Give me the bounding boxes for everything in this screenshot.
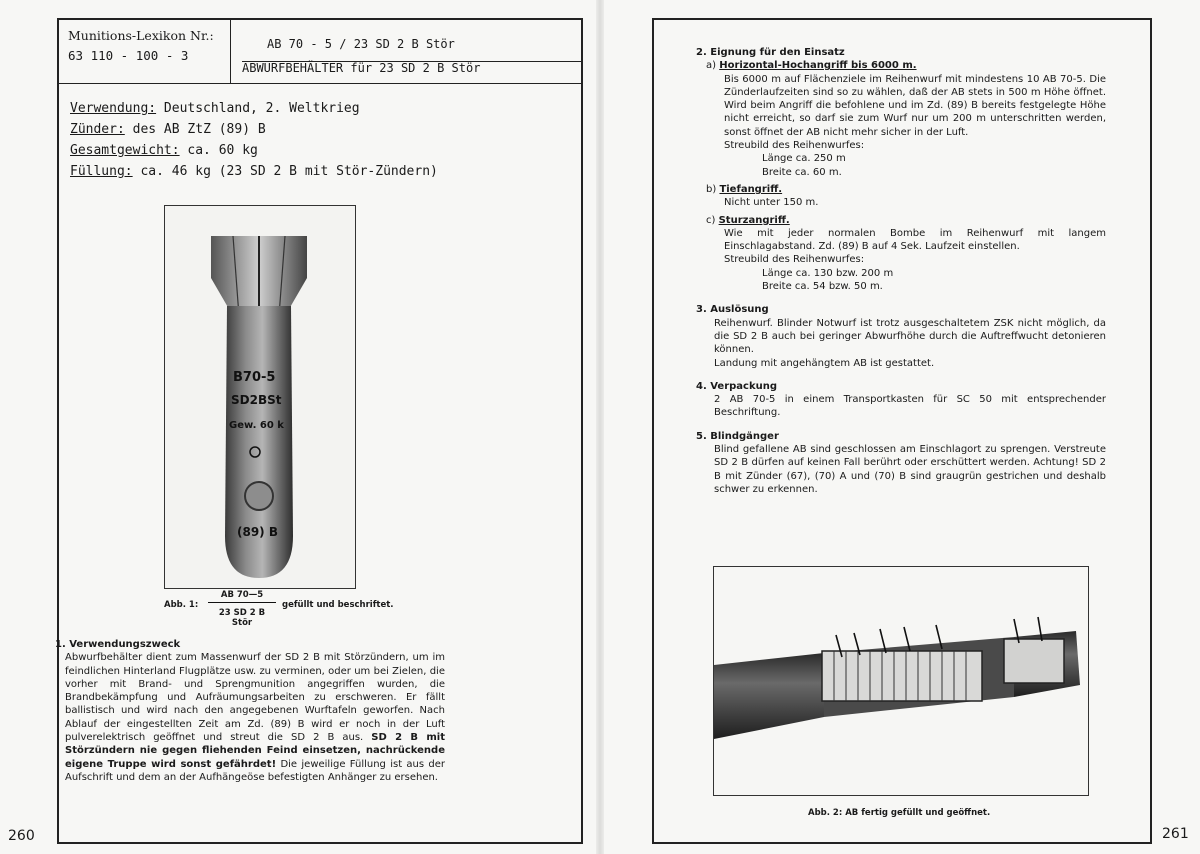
section-title: 1. Verwendungszweck [55, 639, 181, 650]
section2-title: 2. Eignung für den Einsatz [696, 47, 845, 58]
bomb-illustration [165, 206, 355, 588]
label-b: b) [706, 183, 717, 195]
label-c: c) [706, 214, 716, 226]
spec-gesamtgewicht [70, 140, 438, 161]
body-tail: Die jeweilige Füllung ist aus der Aufschrift und dem an der Aufhängeöse befestigten Anhänger zu ersehen. [65, 758, 445, 783]
section2a-title: Horizontal-Hochangriff bis 6000 m. [719, 60, 917, 72]
spec-value: ca. 60 kg [187, 143, 258, 158]
section2a-breite: Breite ca. 60 m. [762, 166, 842, 178]
section2c-title: Sturzangriff. [718, 214, 790, 226]
section3-title: 3. Auslösung [696, 304, 769, 316]
page-number-right: 261 [1162, 826, 1189, 842]
bomb-marking-3: Gew. 60 k [229, 420, 284, 431]
spec-label: Zünder: [70, 122, 125, 137]
section2a-laenge: Länge ca. 250 m [762, 153, 846, 165]
spec-label: Füllung: [70, 164, 133, 179]
section2c-laenge: Länge ca. 130 bzw. 200 m [762, 267, 894, 279]
section4-title: 4. Verpackung [696, 380, 778, 392]
section2c-body: Wie mit jeder normalen Bombe im Reihenwurf mit langem Einschlagabstand. Zd. (89) B auf 4 Sek. Laufzeit einstellen. [724, 227, 1106, 253]
spec-list [70, 98, 438, 182]
page-number-left: 260 [8, 828, 35, 844]
spec-zuender [70, 119, 438, 140]
header-title-line2: ABWURFBEHÄLTER für 23 SD 2 B Stör [242, 61, 481, 75]
opened-container-illustration [714, 567, 1088, 795]
section2c-heading [706, 214, 1106, 227]
warning-text: SD 2 B mit Störzündern nie gegen fliehenden Feind einsetzen, nachrückende eigene Truppe wird sonst gefährdet! [65, 732, 446, 770]
section2b-body: Nicht unter 150 m. [724, 197, 819, 209]
spec-value: des AB ZtZ (89) B [132, 122, 266, 137]
right-column [696, 46, 1106, 496]
book-gutter [596, 0, 604, 854]
body-text: Abwurfbehälter dient zum Massenwurf der SD 2 B mit Störzündern, um im feindlichen Hinterland Flugplätze usw. zu verminen, oder um bei Zielen, die vorher mit Brand- und Sprengmunition angegriffen wurden, die Brandbekämpfung und Aufräumungsarbeiten zu erschweren. Er fällt ballistisch und wird nach den angegebenen Wurftafeln geworfen. Nach Ablauf der eingestellten Zeit am Zd. (89) B wird er noch in der Luft pulverelektrisch geöffnet und streut die SD 2 B aus. [65, 652, 445, 744]
section2c-breite: Breite ca. 54 bzw. 50 m. [762, 281, 883, 293]
section2a-streubild: Streubild des Reihenwurfes: [724, 140, 865, 152]
section2a-body: Bis 6000 m auf Flächenziele im Reihenwurf mit mindestens 10 AB 70-5. Die Zünderlaufzeiten sind so zu wählen, daß der AB stets in 500 m Höhe öffnet. Wird beim Angriff die befohlene und im Zd. (89) B bereits festgelegte Höhe nicht erreicht, so darf sie zum Wurf nur um 200 m unterschritten werden, sonst öffnet der AB nicht mehr sicher in der Luft. [724, 73, 1106, 138]
lexikon-cell [59, 20, 231, 83]
section2b-heading [706, 183, 1106, 196]
spec-value: Deutschland, 2. Weltkrieg [163, 101, 360, 116]
section3-body: Reihenwurf. Blinder Notwurf ist trotz ausgeschaltetem ZSK nicht möglich, da die SD 2 B auch bei geringer Abwurfhöhe durch die Auftreffwucht detonieren können. [714, 317, 1106, 356]
spec-verwendung [70, 98, 438, 119]
spec-fuellung [70, 161, 438, 182]
bomb-marking-2: SD2BSt [231, 393, 282, 407]
bomb-marking-4: (89) B [237, 525, 278, 539]
section2a-heading [706, 59, 1106, 72]
opened-container-photo [713, 566, 1089, 796]
bomb-marking-1: B70-5 [233, 370, 276, 385]
bomb-photo [164, 205, 356, 589]
section-verwendungszweck [55, 638, 445, 784]
header-title-line1: AB 70 - 5 / 23 SD 2 B Stör [267, 37, 455, 51]
spec-value: ca. 46 kg (23 SD 2 B mit Stör-Zündern) [140, 164, 438, 179]
figure2-caption: Abb. 2: AB fertig gefüllt und geöffnet. [808, 808, 991, 818]
section2b-title: Tiefangriff. [719, 183, 783, 195]
label-a: a) [706, 60, 717, 72]
spec-label: Verwendung: [70, 101, 157, 116]
caption-tail: gefüllt und beschriftet. [282, 600, 394, 610]
caption-denominator: 23 SD 2 B Stör [218, 608, 266, 628]
section2c-streubild: Streubild des Reihenwurfes: [724, 254, 865, 266]
section3-body2: Landung mit angehängtem AB ist gestattet. [714, 357, 935, 369]
lexikon-number: 63 110 - 100 - 3 [68, 48, 189, 63]
spec-label: Gesamtgewicht: [70, 143, 180, 158]
section5-title: 5. Blindgänger [696, 430, 779, 442]
section4-body: 2 AB 70-5 in einem Transportkasten für SC 50 mit entsprechender Beschriftung. [714, 394, 1106, 419]
header-box [59, 20, 581, 84]
caption-label: Abb. 1: [164, 600, 199, 610]
caption-numerator: AB 70—5 [208, 590, 276, 603]
lexikon-label: Munitions-Lexikon Nr.: [68, 28, 214, 43]
section-body [65, 651, 445, 784]
section5-body: Blind gefallene AB sind geschlossen am Einschlagort zu sprengen. Verstreute SD 2 B dürfen auf keinen Fall berührt oder erschüttert werden. Achtung! SD 2 B mit Zünder (67), (70) A und (70) B sind graugrün gestrichen und deshalb schwer zu erkennen. [714, 444, 1106, 495]
